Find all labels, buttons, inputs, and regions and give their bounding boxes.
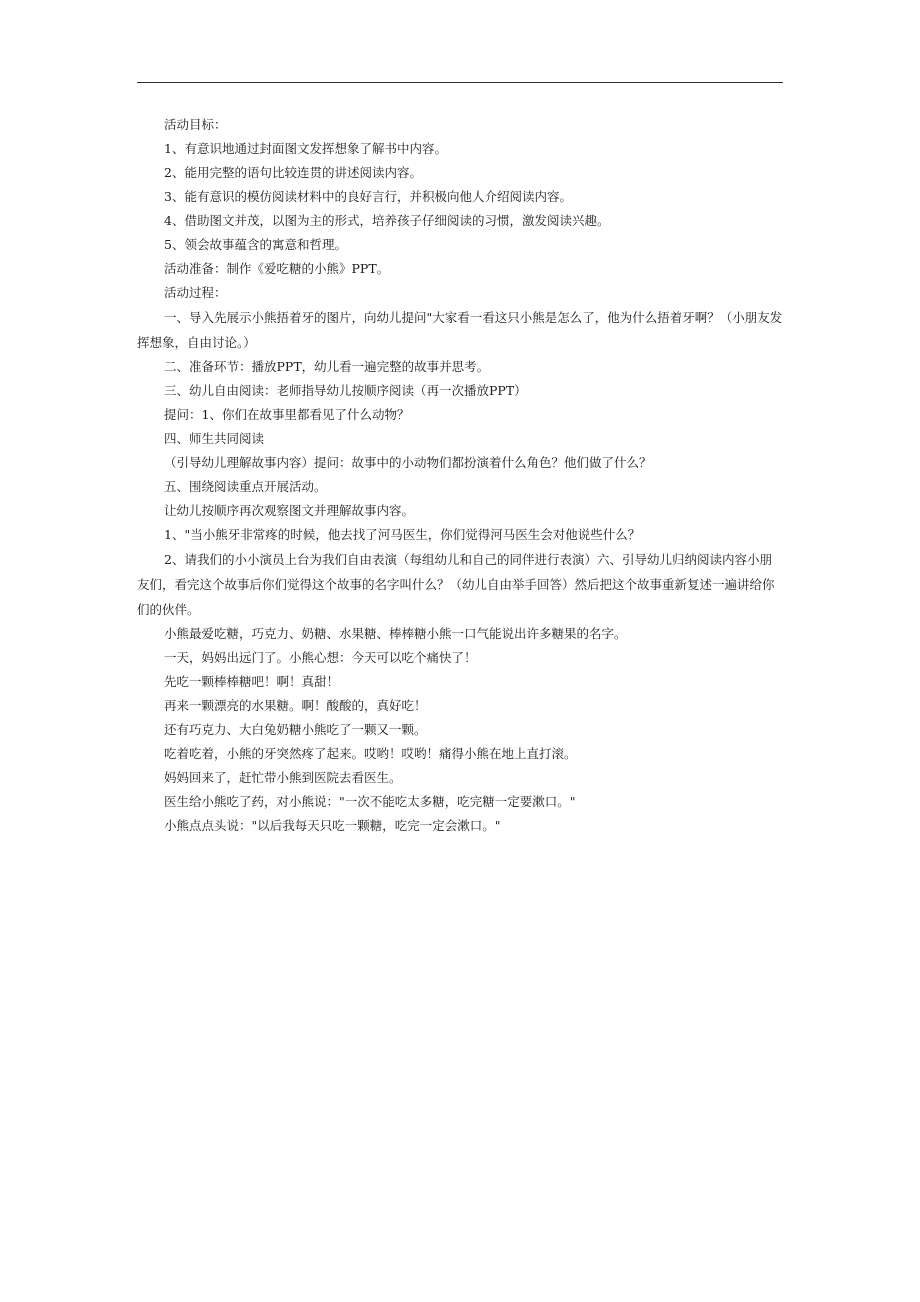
section-heading-goals: 活动目标：: [164, 117, 227, 132]
goal-item: 2、能用完整的语句比较连贯的讲述阅读内容。: [164, 165, 422, 180]
story-line: 小熊最爱吃糖，巧克力、奶糖、水果糖、棒棒糖小熊一口气能说出许多糖果的名字。: [164, 626, 627, 641]
story-line: 吃着吃着，小熊的牙突然疼了起来。哎哟！哎哟！痛得小熊在地上直打滚。: [164, 746, 577, 761]
story-line: 一天，妈妈出远门了。小熊心想：今天可以吃个痛快了！: [164, 650, 477, 665]
goal-item: 1、有意识地通过封面图文发挥想象了解书中内容。: [164, 141, 447, 156]
story-line: 先吃一颗棒棒糖吧！啊！真甜！: [164, 674, 340, 689]
process-step: 二、准备环节：播放PPT，幼儿看一遍完整的故事并思考。: [164, 359, 490, 374]
document-body: [137, 113, 783, 838]
process-step: 一、导入先展示小熊捂着牙的图片，向幼儿提问"大家看一看这只小熊是怎么了，他为什么捂着牙啊？（小朋友发挥想象，自由讨论。）: [137, 310, 783, 350]
story-line: 小熊点点头说："以后我每天只吃一颗糖，吃完一定会漱口。": [164, 818, 501, 833]
header-rule: [137, 82, 783, 83]
process-step: 让幼儿按顺序再次观察图文并理解故事内容。: [164, 503, 415, 518]
process-step: 2、请我们的小小演员上台为我们自由表演（每组幼儿和自己的同伴进行表演）六、引导幼儿归纳阅读内容小朋友们，看完这个故事后你们觉得这个故事的名字叫什么？（幼儿自由举手回答）然后把这个故事重新复述一遍讲给你们的伙伴。: [137, 552, 775, 617]
goal-item: 3、能有意识的模仿阅读材料中的良好言行，并积极向他人介绍阅读内容。: [164, 189, 572, 204]
section-heading-process: 活动过程：: [164, 285, 227, 300]
process-question: 提问：1、你们在故事里都看见了什么动物？: [164, 407, 410, 422]
process-step: 四、师生共同阅读: [164, 431, 265, 446]
story-line: 还有巧克力、大白兔奶糖小熊吃了一颗又一颗。: [164, 722, 427, 737]
process-question: 1、"当小熊牙非常疼的时候，他去找了河马医生，你们觉得河马医生会对他说些什么？: [164, 527, 641, 542]
process-step: 三、幼儿自由阅读：老师指导幼儿按顺序阅读（再一次播放PPT）: [164, 383, 527, 398]
process-step: 五、围绕阅读重点开展活动。: [164, 479, 327, 494]
process-question: （引导幼儿理解故事内容）提问：故事中的小动物们都扮演着什么角色？他们做了什么？: [164, 455, 652, 470]
story-line: 再来一颗漂亮的水果糖。啊！酸酸的，真好吃！: [164, 698, 427, 713]
story-line: 医生给小熊吃了药，对小熊说："一次不能吃太多糖，吃完糖一定要漱口。": [164, 794, 576, 809]
story-line: 妈妈回来了，赶忙带小熊到医院去看医生。: [164, 770, 402, 785]
goal-item: 4、借助图文并茂，以图为主的形式，培养孩子仔细阅读的习惯，激发阅读兴趣。: [164, 213, 610, 228]
goal-item: 5、领会故事蕴含的寓意和哲理。: [164, 237, 347, 252]
preparation-line: 活动准备：制作《爱吃糖的小熊》PPT。: [164, 261, 390, 276]
